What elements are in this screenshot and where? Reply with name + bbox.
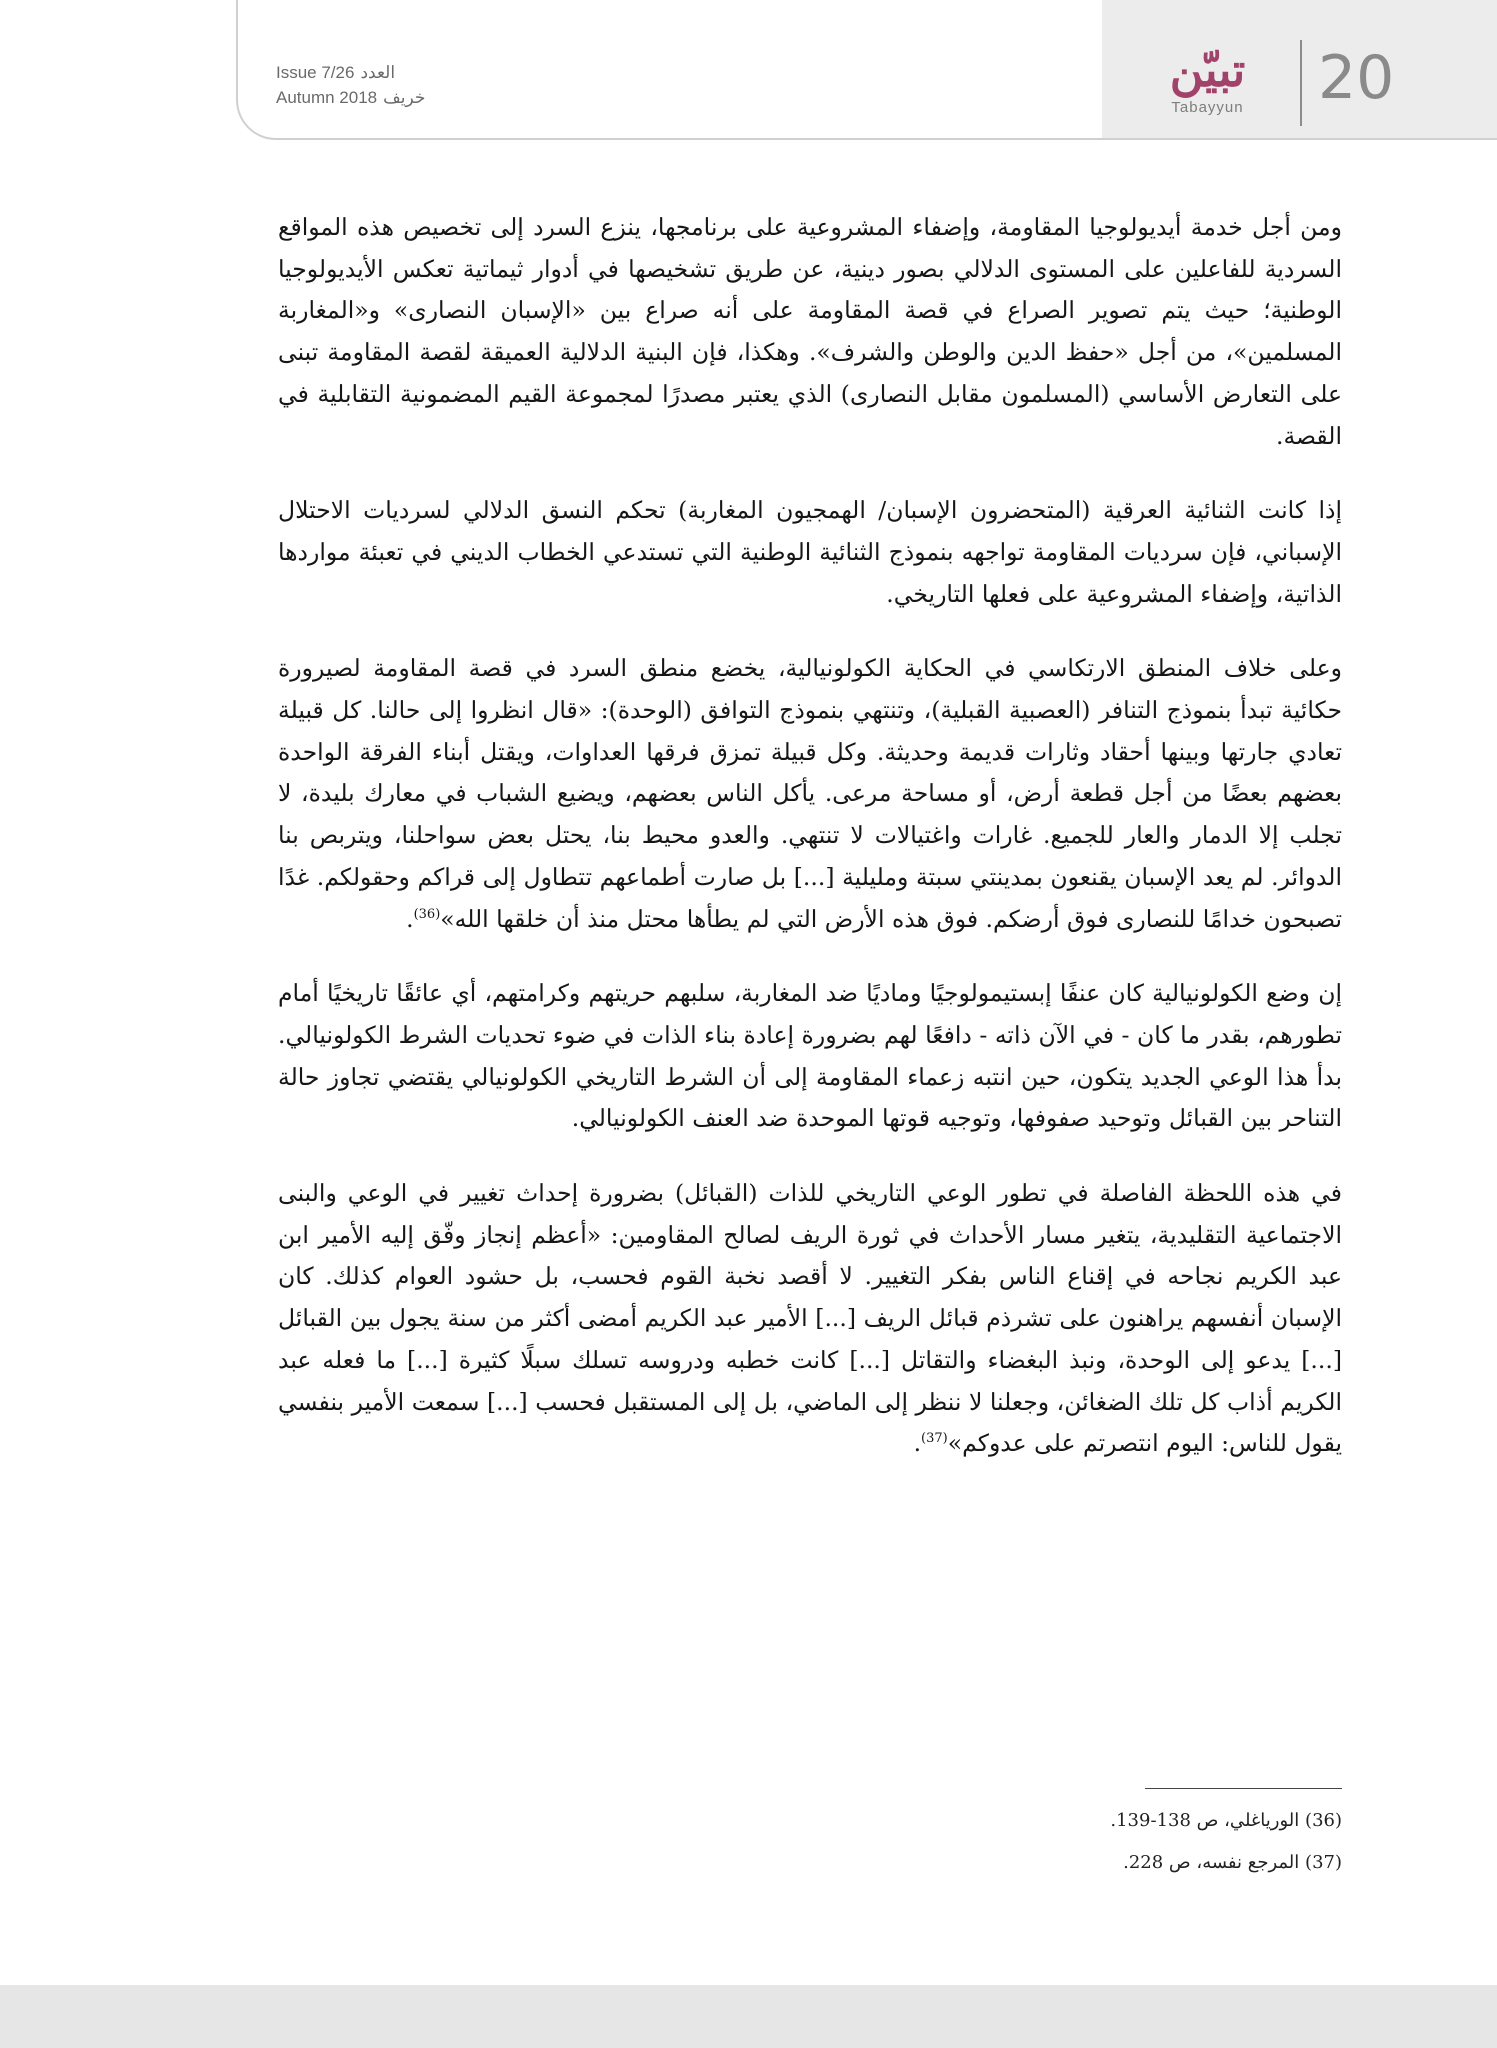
article-body [278, 207, 1342, 1498]
paragraph-end: . [913, 1429, 922, 1458]
footnote-item [278, 1842, 1342, 1884]
paragraph [278, 1173, 1342, 1465]
paragraph-text: إن وضع الكولونيالية كان عنفًا إبستيمولوجيًا وماديًا ضد المغاربة، سلبهم حريتهم وكرامتهم، أي عائقًا تاريخيًا أمام تطورهم، بقدر ما كان - في الآن ذاته - دافعًا لهم بضرورة إعادة بناء الذات في ضوء تحديات الشرط الكولونيالي. بدأ هذا الوعي الجديد يتكون، حين انتبه زعماء المقاومة إلى أن الشرط التاريخي الكولونيالي يقتضي تجاوز حالة التناحر بين القبائل وتوحيد صفوفها، وتوجيه قوتها الموحدة ضد العنف الكولونيالي. [278, 979, 1342, 1133]
issue-label-ar: العدد [360, 63, 396, 82]
footnote-text: المرجع نفسه، ص 228. [1123, 1852, 1300, 1873]
footnote-separator [1145, 1788, 1342, 1789]
season-en: Autumn 2018 [276, 88, 378, 107]
logo-latin: Tabayyun [1171, 99, 1244, 116]
footnote-number: (37) [1305, 1852, 1342, 1873]
season-row [276, 85, 425, 110]
footnote-text: الورياغلي، ص 138-139. [1110, 1810, 1300, 1831]
footnotes [278, 1800, 1342, 1884]
page-number: 20 [1318, 43, 1395, 113]
season-ar: خريف [383, 88, 426, 107]
footnote-ref[interactable]: (36) [413, 906, 441, 922]
footnote-ref[interactable]: (37) [921, 1431, 948, 1447]
paragraph-text: في هذه اللحظة الفاصلة في تطور الوعي التاريخي للذات (القبائل) بضرورة إحداث تغيير في الوعي والبنى الاجتماعية التقليدية، يتغير مسار الأحداث في ثورة الريف لصالح المقاومين: «أعظم إنجاز وفّق إليه الأمير ابن عبد الكريم نجاحه في إقناع الناس بفكر التغيير. لا أقصد نخبة القوم فحسب، بل حشود العوام كذلك. كان الإسبان أنفسهم يراهنون على تشرذم قبائل الريف [...] الأمير عبد الكريم أمضى أكثر من سنة يجول بين القبائل [...] يدعو إلى الوحدة، ونبذ البغضاء والتقاتل [...] كانت خطبه ودروسه تسلك سبلًا كثيرة [...] ما فعله عبد الكريم أذاب كل تلك الضغائن، وجعلنا لا ننظر إلى الماضي، بل إلى المستقبل فحسب [...] سمعت الأمير بنفسي يقول للناس: اليوم انتصرتم على عدوكم» [278, 1179, 1342, 1458]
issue-label-en: Issue 7/26 [276, 63, 355, 82]
logo-arabic: تبيّن [1169, 43, 1246, 97]
footnote-number: (36) [1305, 1810, 1342, 1831]
paragraph [278, 490, 1342, 615]
footnote-item [278, 1800, 1342, 1842]
paragraph-text: وعلى خلاف المنطق الارتكاسي في الحكاية الكولونيالية، يخضع منطق السرد في قصة المقاومة لصيرورة حكائية تبدأ بنموذج التنافر (العصبية القبلية)، وتنتهي بنموذج التوافق (الوحدة): «قال انظروا إلى حالنا. كل قبيلة تعادي جارتها وبينها أحقاد وثارات قديمة وحديثة. وكل قبيلة تمزق فرقها العداوات، ويقتل أبناء الفرقة الواحدة بعضهم بعضًا من أجل قطعة أرض، أو مساحة مرعى. يأكل الناس بعضهم، ويضيع الشباب في معارك بليدة، لا تجلب إلا الدمار والعار للجميع. غارات واغتيالات لا تنتهي. والعدو محيط بنا، يحتل بعض سواحلنا، ويتربص بنا الدوائر. لم يعد الإسبان يقنعون بمدينتي سبتة ومليلية [...] بل صارت أطماعهم تتطاول إلى قراكم وحقولكم. غدًا تصبحون خدامًا للنصارى فوق أرضكم. فوق هذه الأرض التي لم يطأها محتل منذ أن خلقها الله» [278, 654, 1342, 933]
paragraph-text: إذا كانت الثنائية العرقية (المتحضرون الإسبان/ الهمجيون المغاربة) تحكم النسق الدلالي لسرديات الاحتلال الإسباني، فإن سرديات المقاومة تواجهه بنموذج الثنائية الوطنية التي تستدعي الخطاب الديني في تعبئة مواردها الذاتية، وإضفاء المشروعية على فعلها التاريخي. [278, 496, 1343, 608]
page-bottom-band [0, 1985, 1497, 2048]
issue-info [276, 60, 425, 110]
paragraph-text: ومن أجل خدمة أيديولوجيا المقاومة، وإضفاء المشروعية على برنامجها، ينزع السرد إلى تخصيص هذه المواقع السردية للفاعلين على المستوى الدلالي بصور دينية، عن طريق تشخيصها في أدوار ثيماتية تعكس الأيديولوجيا الوطنية؛ حيث يتم تصوير الصراع في قصة المقاومة على أنه صراع بين «الإسبان النصارى» و«المغاربة المسلمين»، من أجل «حفظ الدين والوطن والشرف». وهكذا، فإن البنية الدلالية العميقة لقصة المقاومة تبنى على التعارض الأساسي (المسلمون مقابل النصارى) الذي يعتبر مصدرًا لمجموعة القيم المضمونية التقابلية في القصة. [278, 213, 1342, 450]
paragraph [278, 648, 1342, 940]
journal-logo [1130, 44, 1285, 126]
header-divider [1300, 40, 1302, 126]
paragraph [278, 973, 1342, 1140]
paragraph-end: . [406, 904, 414, 933]
issue-row [276, 60, 425, 85]
paragraph [278, 207, 1342, 457]
